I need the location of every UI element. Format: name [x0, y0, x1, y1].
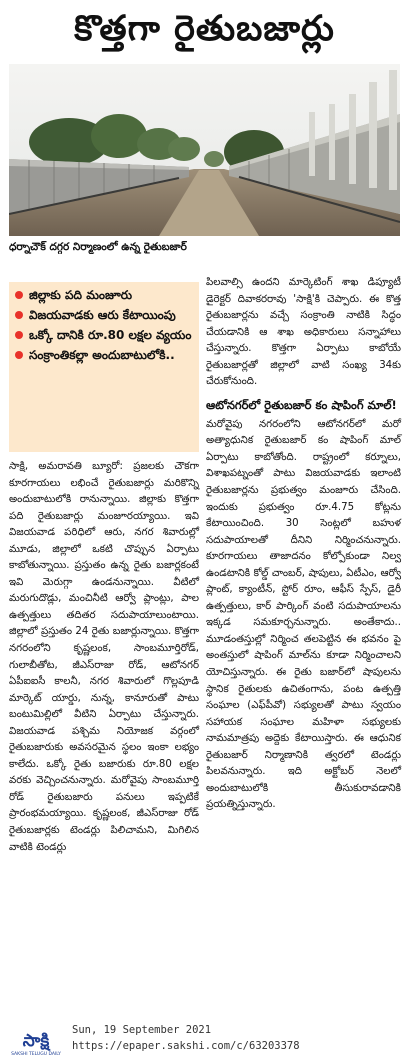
photo-caption: ధర్నాచౌక్ దగ్గర నిర్మాణంలో ఉన్న రైతుబజార్: [9, 241, 187, 253]
sakshi-logo: [6, 1024, 66, 1058]
bullet-icon: [15, 331, 23, 339]
bullet-icon: [15, 311, 23, 319]
highlight-item: [15, 286, 193, 304]
footer-url[interactable]: https://epaper.sakshi.com/c/63203378: [72, 1040, 300, 1052]
market-photo: [9, 64, 400, 236]
article-right-column: [206, 275, 401, 814]
highlight-text: జిల్లాకు పది మంజూరు: [29, 288, 133, 302]
article-subheading: ఆటోనగర్‌లో రైతుబజార్ కం షాపింగ్ మాల్!: [206, 397, 397, 412]
article-left-column: [9, 459, 199, 856]
article-paragraph: సాక్షి, అమరావతి బ్యూరో: ప్రజలకు చౌకగా కూరగాయలు లభించే రైతుబజార్లు మరికొన్ని అందుబాటులోకి రానున్నాయి. జిల్లాకు కొత్తగా పది రైతుబజార్లు మంజూరయ్యాయి. ఇవి విజయవాడ పరిధిలో ఆరు, నగర శివారుల్లో మూడు, జిల్లాలో ఒకటి చొప్పున ఏర్పాటు కాబోతున్నాయి. ప్రస్తుతం ఉన్న రైతు బజార్లకంటే ఇవి మెరుగ్గా ఉండనున్నాయి. వీటిలో మరుగుదొడ్లు, మంచినీటి ఆర్వో ప్లాంట్లు, పాల ఉత్పత్తులు తదితర సదుపాయాలుంటాయి. జిల్లాలో ప్రస్తుతం 24 రైతు బజార్లున్నాయి. కొత్తగా నగరంలోని కృష్ణలంక, సాంబమూర్తిరోడ్, గులాబీతోట, జీఎస్‌రాజు రోడ్, ఆటోనగర్ ఏపీఐఐసీ కాలనీ, నగర శివారులో గొల్లపూడి మార్కెట్ యార్డు, నున్న, కానూరుతో పాటు బంటుమిల్లిలో వీటిని ఏర్పాటు చేస్తున్నారు. విజయవాడ పశ్చిమ నియోజక వర్గంలో రైతుబజారుకు అవసరమైన స్థలం ఇంకా లభ్యం కాలేదు. ఒక్కో రైతు బజారుకు రూ.80 లక్షల వరకు వెచ్చించనున్నారు. మరోవైపు సాంబమూర్తి రోడ్ రైతుబజారు పనులు ఇప్పటికే ప్రారంభమయ్యాయి. కృష్ణలంక, జీఎస్‌రాజు రోడ్ రైతుబజార్లకు టెండర్లు పిలిచామని, మిగిలిన వాటికి టెండర్లు: [9, 461, 199, 853]
logo-text: సాక్షి: [22, 1031, 50, 1051]
bullet-icon: [15, 351, 23, 359]
highlight-text: విజయవాడకు ఆరు కేటాయింపు: [29, 308, 176, 322]
highlight-text: ఒక్కో దానికి రూ.80 లక్షల వ్యయం: [29, 328, 192, 342]
bullet-icon: [15, 291, 23, 299]
footer: [0, 1020, 409, 1061]
article-paragraph: మరోవైపు నగరంలోని ఆటోనగర్‌లో మరో అత్యాధునిక రైతుబజార్ కం షాపింగ్ మాల్ ఏర్పాటు కాబోతోంది. రాష్ట్రంలో కర్నూలు, విశాఖపట్నంతో పాటు విజయవాడకు ఇలాంటి రైతుబజార్లను ప్రభుత్వం మంజూరు చేసింది. ఇందుకు ప్రభుత్వం రూ.4.75 కోట్లను కేటాయించింది. 30 సెంట్లలో బహుళ సదుపాయాలతో దీనిని నిర్మించనున్నారు. కూరగాయలు తాజాదనం కోల్పోకుండా నిల్వ ఉండటానికి కోల్డ్ చాంబర్, షాపులు, ఏటీఎం, ఆర్వో ప్లాంట్, క్యాంటీన్, స్టోర్ రూం, ఆఫీస్ స్పేస్, డైరీ ఉత్పత్తులు, కార్ పార్కింగ్ వంటి సదుపాయాలను ఇక్కడ సమకూర్చనున్నారు. అంతేకాదు.. మూడంతస్తుల్లో నిర్మించ తలపెట్టిన ఈ భవనం పై అంతస్తులో షాపింగ్ మాల్‌ను కూడా నిర్మించాలని యోచిస్తున్నారు. ఈ రైతు బజార్‌లో షాపులను స్థానిక రైతులకు ఉచితంగాను, పంట ఉత్పత్తి సంఘాల (ఎఫ్‌పీవో) సభ్యులతో పాటు స్వయం సహాయక సంఘాల మహిళా సభ్యులకు నామమాత్రపు అద్దెకు కేటాయిస్తారు. ఈ ఆధునిక రైతుబజార్ నిర్మాణానికి త్వరలో టెండర్లు పిలవనున్నారు. ఇది అక్టోబర్ నెలలో అందుబాటులోకి తీసుకురావడానికి ప్రయత్నిస్తున్నారు.: [206, 418, 401, 811]
highlights-box: [9, 282, 199, 452]
headline: కొత్తగా రైతుబజార్లు: [74, 9, 335, 49]
logo-subtext: SAKSHI TELUGU DAILY: [11, 1052, 61, 1057]
article-paragraph: పిలవాల్సి ఉందని మార్కెటింగ్ శాఖ డిప్యూటీ డైరెక్టర్ దివాకరరావు 'సాక్షి'కి చెప్పారు. ఈ కొత్త రైతుబజార్లను వచ్చే సంక్రాంతి నాటికి సిద్ధం చేయడానికి ఆ శాఖ అధికారులు సన్నాహాలు చేస్తున్నారు. కొత్తగా ఏర్పాటు కాబోయే రైతుబజార్లతో జిల్లాలో వాటి సంఖ్య 34కు చేరుకోనుంది.: [206, 277, 401, 388]
highlight-item: [15, 346, 193, 364]
highlight-item: [15, 326, 193, 344]
highlight-text: సంక్రాంతికల్లా అందుబాటులోకి..: [29, 348, 175, 362]
highlight-item: [15, 306, 193, 324]
footer-date: Sun, 19 September 2021: [72, 1024, 212, 1036]
